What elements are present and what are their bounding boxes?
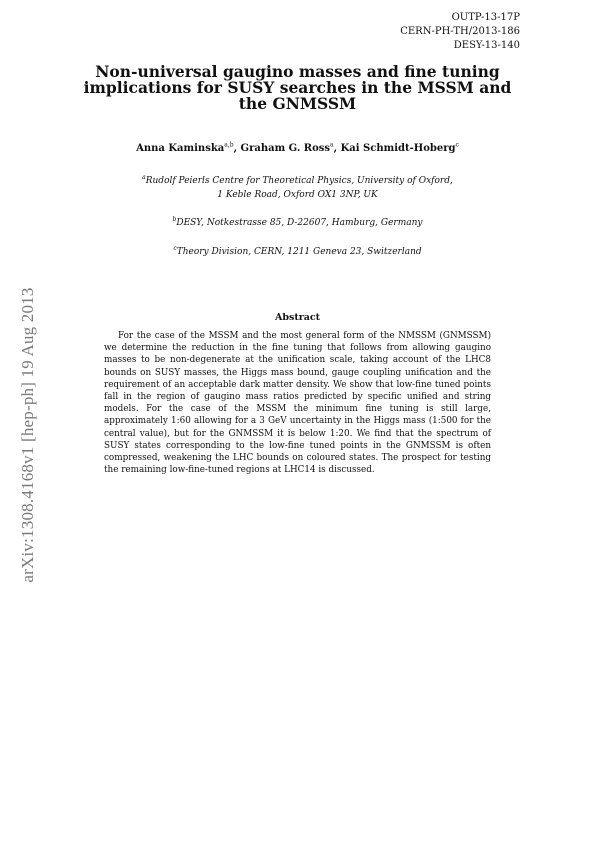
author-affil-mark: a,b: [224, 142, 234, 149]
report-numbers: [400, 11, 520, 53]
author-separator: ,: [333, 143, 341, 155]
affiliation-text: Rudolf Peierls Centre for Theoretical Physics, University of Oxford,: [145, 176, 453, 186]
author-name: Kai Schmidt-Hoberg: [340, 143, 456, 155]
report-number: OUTP-13-17P: [451, 12, 520, 23]
author-separator: ,: [233, 143, 241, 155]
author-affil-mark: c: [455, 142, 459, 149]
abstract-text: For the case of the MSSM and the most general form of the NMSSM (GNMSSM) we determine the reduction in the fine tuning that follows from allowing gaugino masses to be non-degenerate at the unification scale, taking account of the LHC8 bounds on SUSY masses, the Higgs mass bound, gauge coupling unification and the requirement of an acceptable dark matter density. We show that low-fine tuned points fall in the region of gaugino mass ratios predicted by specific unified and string models. For the case of the MSSM the minimum fine tuning is still large, approximately 1:60 allowing for a 3 GeV uncertainty in the Higgs mass (1:500 for the central value), but for the GNMSSM it is below 1:20. We find that the spectrum of SUSY states corresponding to the low-fine tuned points in the GNMSSM is often compressed, weakening the LHC bounds on coloured states. The prospect for testing the remaining low-fine-tuned regions at LHC14 is discussed.: [104, 331, 491, 476]
affiliation-line: [80, 242, 515, 259]
affiliation-line: [80, 213, 515, 230]
affiliation-mark: c: [173, 245, 177, 252]
author-name: Graham G. Ross: [240, 143, 331, 155]
report-number: DESY-13-140: [453, 40, 520, 51]
paper-title: Non-universal gaugino masses and fine tuning implications for SUSY searches in the MSSM and the GNMSSM: [83, 62, 512, 113]
affiliation-line: [80, 171, 515, 188]
affiliation: [80, 171, 515, 202]
report-number: CERN-PH-TH/2013-186: [400, 26, 520, 37]
arxiv-identifier: arXiv:1308.4168v1 [hep-ph] 19 Aug 2013: [18, 287, 37, 583]
affiliation: [80, 213, 515, 230]
author: [341, 143, 459, 154]
author-affil-mark: a: [330, 142, 334, 149]
affiliation: [80, 242, 515, 259]
affiliation-text: Theory Division, CERN, 1211 Geneva 23, Switzerland: [176, 247, 422, 257]
affiliation-text: DESY, Notkestrasse 85, D-22607, Hamburg, Germany: [176, 218, 423, 228]
affiliation-line: 1 Keble Road, Oxford OX1 3NP, UK: [217, 190, 378, 200]
arxiv-sidebar: [0, 0, 40, 842]
affiliation-mark: a: [142, 174, 146, 181]
author: [136, 143, 240, 154]
author-name: Anna Kaminska: [136, 143, 225, 155]
abstract-heading: Abstract: [274, 312, 321, 323]
author: [241, 143, 341, 154]
author-list: [80, 142, 515, 154]
affiliation-mark: b: [172, 216, 177, 223]
